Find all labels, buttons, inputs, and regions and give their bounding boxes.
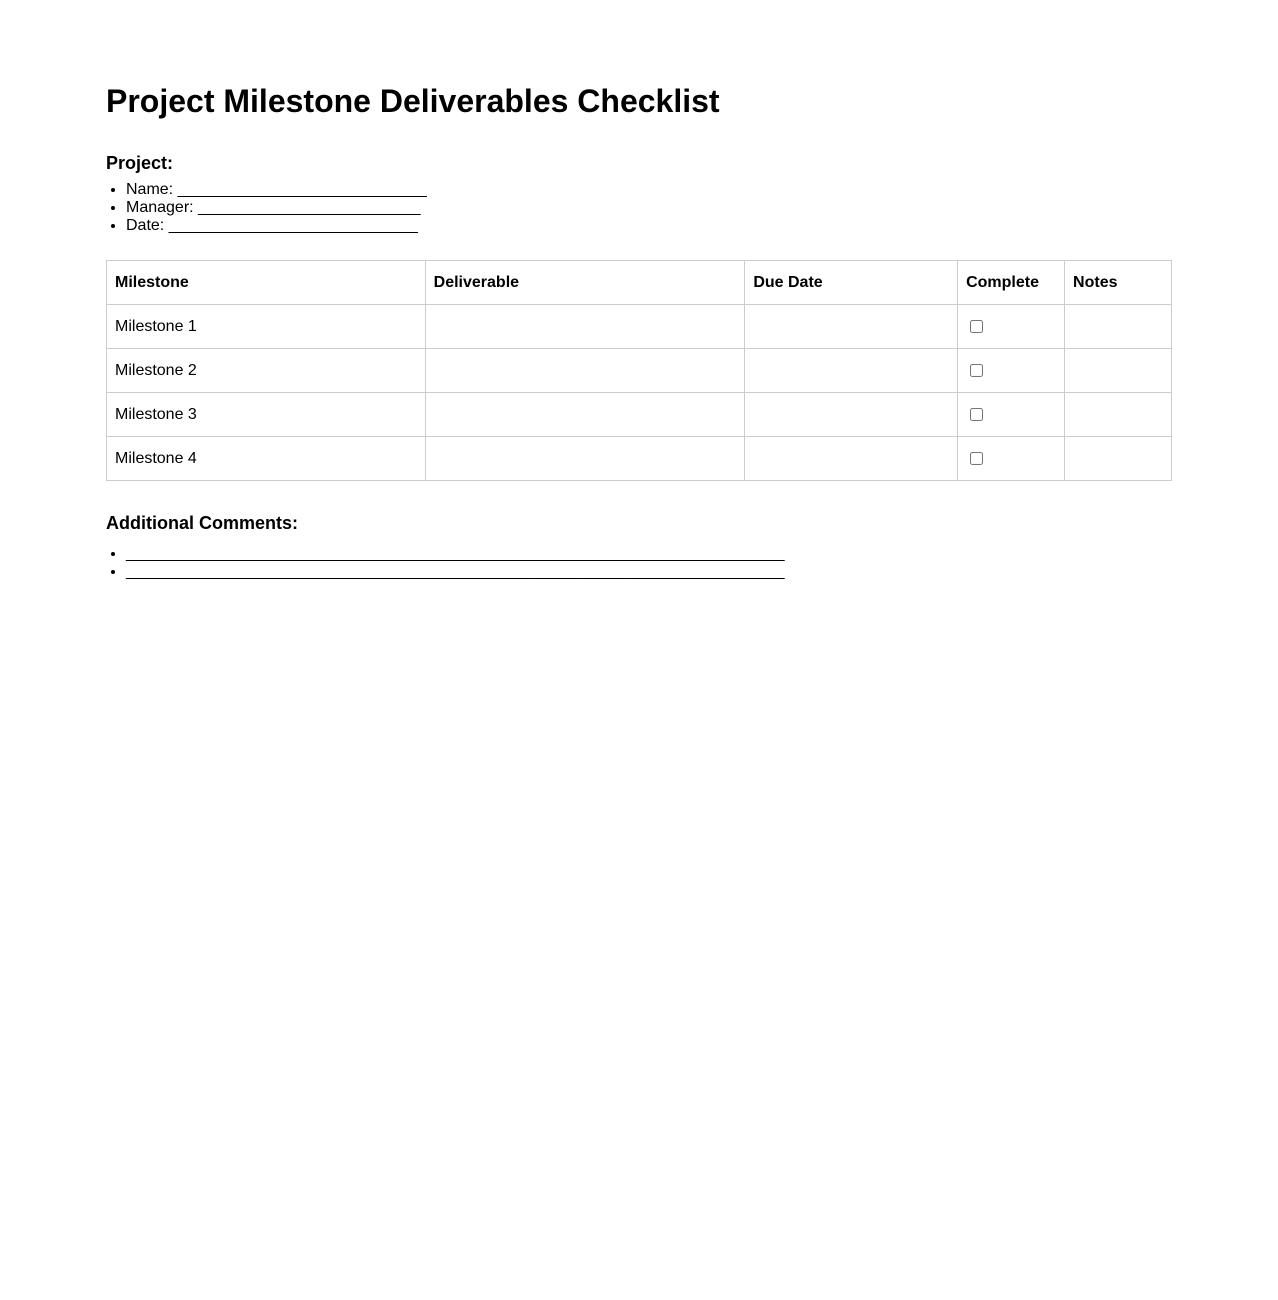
complete-cell: [958, 393, 1065, 437]
complete-checkbox[interactable]: [970, 452, 983, 465]
blank-line: _________________________: [198, 199, 421, 216]
deliverable-cell[interactable]: [425, 349, 745, 393]
table-row: [107, 393, 1172, 437]
milestone-cell: Milestone 2: [107, 349, 426, 393]
complete-checkbox[interactable]: [970, 364, 983, 377]
milestone-cell: Milestone 1: [107, 305, 426, 349]
due-date-cell[interactable]: [745, 305, 958, 349]
due-date-cell[interactable]: [745, 349, 958, 393]
comments-list: [106, 545, 1172, 581]
comment-line: • __________________________________________________________________________: [126, 563, 1172, 581]
project-manager-field: [126, 199, 1172, 217]
notes-cell[interactable]: [1065, 349, 1172, 393]
field-label: Name:: [126, 181, 178, 198]
due-date-cell[interactable]: [745, 393, 958, 437]
table-row: [107, 437, 1172, 481]
table-row: [107, 349, 1172, 393]
header-due-date: Due Date: [745, 261, 958, 305]
notes-cell[interactable]: [1065, 393, 1172, 437]
complete-cell: [958, 349, 1065, 393]
due-date-cell[interactable]: [745, 437, 958, 481]
header-complete: Complete: [958, 261, 1065, 305]
header-milestone: Milestone: [107, 261, 426, 305]
notes-cell[interactable]: [1065, 437, 1172, 481]
milestones-table: [106, 260, 1172, 481]
header-notes: Notes: [1065, 261, 1172, 305]
table-row: [107, 305, 1172, 349]
deliverable-cell[interactable]: [425, 305, 745, 349]
page-title: Project Milestone Deliverables Checklist: [106, 83, 720, 119]
notes-cell[interactable]: [1065, 305, 1172, 349]
project-date-field: [126, 217, 1172, 235]
blank-line: ____________________________: [168, 217, 418, 234]
milestone-cell: Milestone 3: [107, 393, 426, 437]
field-label: Date:: [126, 217, 169, 234]
complete-cell: [958, 305, 1065, 349]
deliverable-cell[interactable]: [425, 437, 745, 481]
field-label: Manager:: [126, 199, 199, 216]
document-page: [0, 0, 1278, 581]
project-name-field: [126, 181, 1172, 199]
deliverable-cell[interactable]: [425, 393, 745, 437]
blank-line: ____________________________: [177, 181, 427, 198]
table-header-row: [107, 261, 1172, 305]
project-fields-list: [106, 181, 1172, 235]
comments-section: [106, 513, 1172, 581]
complete-checkbox[interactable]: [970, 320, 983, 333]
header-deliverable: Deliverable: [425, 261, 745, 305]
comments-heading: Additional Comments:: [106, 513, 298, 533]
comment-line: • __________________________________________________________________________: [126, 545, 1172, 563]
complete-checkbox[interactable]: [970, 408, 983, 421]
complete-cell: [958, 437, 1065, 481]
project-heading: Project:: [106, 153, 174, 173]
milestone-cell: Milestone 4: [107, 437, 426, 481]
